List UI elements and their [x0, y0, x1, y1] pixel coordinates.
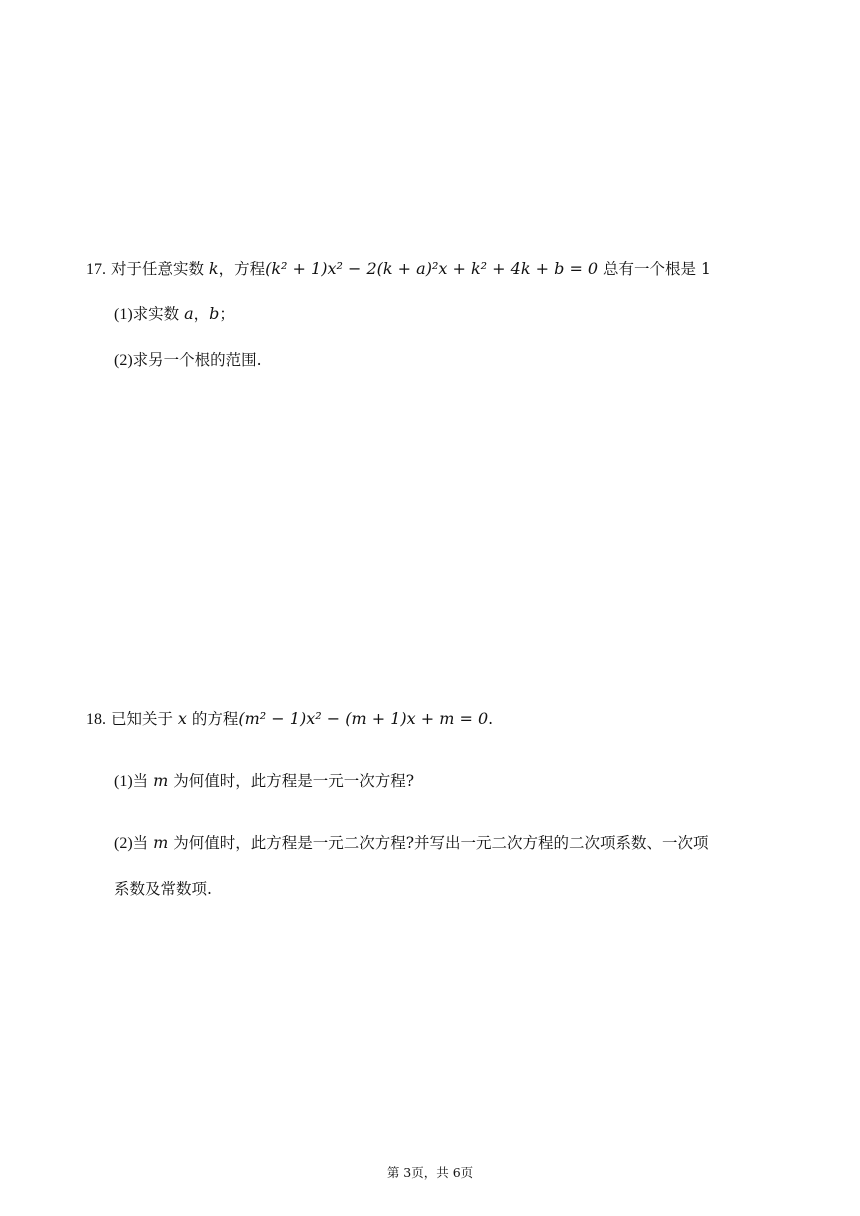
variable-a: a [184, 304, 194, 323]
question-18-part-1 [114, 771, 414, 792]
question-number: 18. [86, 711, 106, 728]
question-18-part-2 [114, 833, 709, 854]
question-number: 17. [86, 261, 106, 278]
part-text: ， [193, 305, 210, 323]
part-label: (2) [114, 835, 133, 852]
variable-m: m [153, 771, 169, 790]
page-footer: 第 3页，共 6页 [386, 1165, 474, 1180]
stem-text: 对于任意实数 [110, 260, 204, 278]
equation: (k² + 1)x² − 2(k + a)²x + k² + 4k + b = 0 [265, 259, 599, 278]
question-18-part-2-continuation [114, 879, 212, 899]
part-label: (1) [114, 773, 133, 790]
stem-text: ，方程 [218, 260, 266, 278]
part-label: (1) [114, 306, 133, 323]
equation: (m² − 1)x² − (m + 1)x + m = 0 [238, 709, 489, 728]
stem-text: . [488, 710, 494, 728]
question-18-stem [86, 709, 493, 730]
part-text: 求实数 [132, 305, 180, 323]
variable-x: x [177, 709, 187, 728]
question-17-part-2 [114, 350, 262, 371]
variable-m: m [153, 833, 169, 852]
part-text: 为何值时，此方程是一元二次方程?并写出一元二次方程的二次项系数、一次项 [173, 834, 709, 852]
variable-k: k [208, 259, 219, 278]
part-text: ； [219, 305, 235, 323]
question-17-stem [86, 259, 711, 280]
part-text: 当 [132, 772, 149, 790]
variable-b: b [209, 304, 220, 323]
part-label: (2) [114, 352, 133, 369]
part-text: 当 [132, 834, 149, 852]
part-text: 求另一个根的范围. [132, 351, 262, 369]
stem-text: 已知关于 [110, 710, 173, 728]
part-text: 为何值时，此方程是一元一次方程? [173, 772, 415, 790]
part-text: 系数及常数项. [114, 880, 212, 898]
stem-text: 总有一个根是 1 [603, 260, 711, 278]
question-17-part-1 [114, 304, 235, 325]
stem-text: 的方程 [191, 710, 239, 728]
